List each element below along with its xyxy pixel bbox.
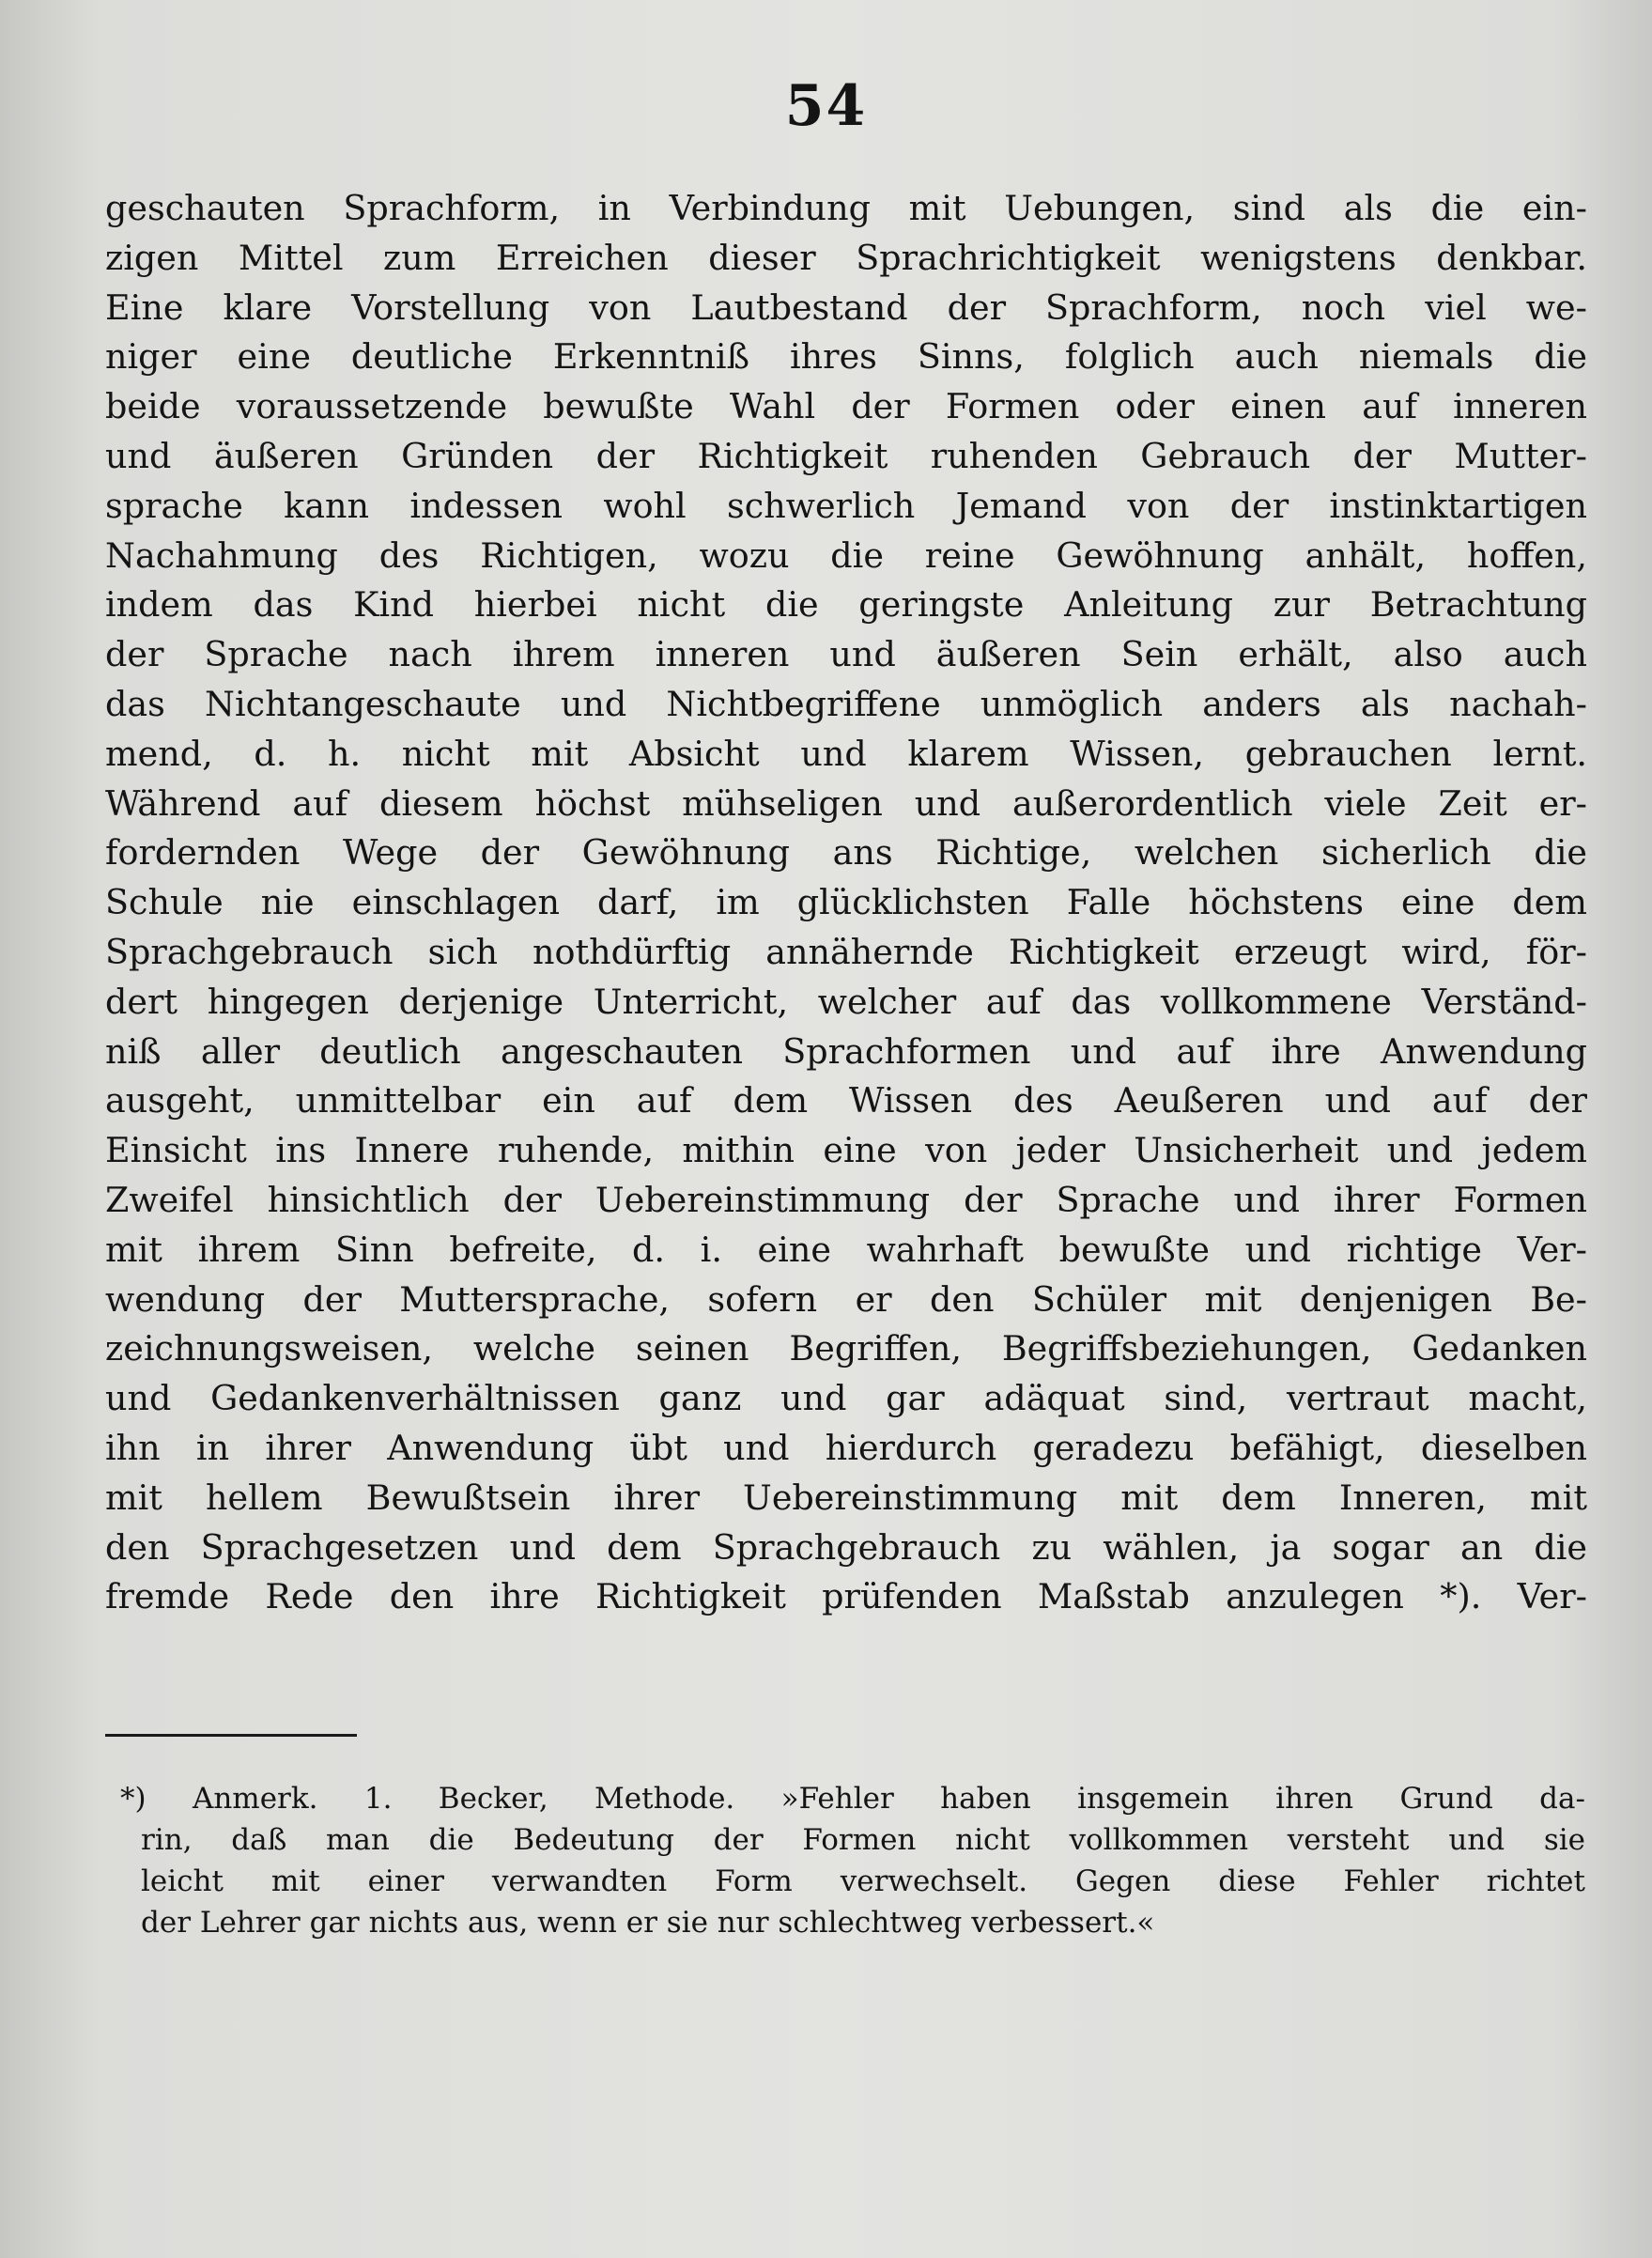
text-line: der Sprache nach ihrem inneren und äußeren Sein erhält, also auch (105, 634, 1587, 675)
footnote (120, 1778, 1585, 1943)
text-line: niß aller deutlich angeschauten Sprachformen und auf ihre Anwendung (105, 1030, 1587, 1072)
text-line: mend, d. h. nicht mit Absicht und klarem Wissen, gebrauchen lernt. (105, 733, 1587, 774)
text-line: fremde Rede den ihre Richtigkeit prüfenden Maßstab anzulegen *). Ver- (105, 1576, 1587, 1617)
text-line: geschauten Sprachform, in Verbindung mit Uebungen, sind als die ein- (105, 188, 1587, 228)
page-number: 54 (784, 73, 868, 139)
footnote-line: *) Anmerk. 1. Becker, Methode. »Fehler haben insgemein ihren Grund da- (120, 1782, 1585, 1816)
text-line: sprache kann indessen wohl schwerlich Jemand von der instinktartigen (105, 485, 1587, 526)
text-line: Während auf diesem höchst mühseligen und außerordentlich viele Zeit er- (105, 782, 1587, 824)
text-line: mit hellem Bewußtsein ihrer Uebereinstimmung mit dem Inneren, mit (105, 1477, 1587, 1518)
text-line: Schule nie einschlagen darf, im glücklichsten Falle höchstens eine dem (105, 882, 1587, 923)
text-line: zigen Mittel zum Erreichen dieser Sprachrichtigkeit wenigstens denkbar. (105, 237, 1587, 278)
text-line: beide voraussetzende bewußte Wahl der Formen oder einen auf inneren (105, 386, 1587, 427)
text-line: zeichnungsweisen, welche seinen Begriffen, Begriffsbeziehungen, Gedanken (105, 1328, 1587, 1369)
footnote-line: rin, daß man die Bedeutung der Formen nicht vollkommen versteht und sie (141, 1823, 1585, 1857)
text-line: fordernden Wege der Gewöhnung ans Richtige, welchen sicherlich die (105, 832, 1587, 874)
text-line: mit ihrem Sinn befreite, d. i. eine wahrhaft bewußte und richtige Ver- (105, 1229, 1587, 1270)
text-line: niger eine deutliche Erkenntniß ihres Sinns, folglich auch niemals die (105, 336, 1587, 378)
text-line: Zweifel hinsichtlich der Uebereinstimmung der Sprache und ihrer Formen (105, 1179, 1587, 1220)
footnote-divider (105, 1734, 357, 1737)
text-line: dert hingegen derjenige Unterricht, welcher auf das vollkommene Verständ- (105, 981, 1587, 1022)
text-line: den Sprachgesetzen und dem Sprachgebrauch zu wählen, ja sogar an die (105, 1526, 1587, 1568)
footnote-line: leicht mit einer verwandten Form verwechselt. Gegen diese Fehler richtet (141, 1864, 1585, 1898)
text-line: Einsicht ins Innere ruhende, mithin eine von jeder Unsicherheit und jedem (105, 1130, 1587, 1171)
body-text (105, 184, 1587, 1622)
text-line: ausgeht, unmittelbar ein auf dem Wissen des Aeußeren und auf der (105, 1080, 1587, 1121)
text-line: das Nichtangeschaute und Nichtbegriffene unmöglich anders als nachah- (105, 683, 1587, 724)
text-line: Nachahmung des Richtigen, wozu die reine Gewöhnung anhält, hoffen, (105, 534, 1587, 576)
text-line: wendung der Muttersprache, sofern er den Schüler mit denjenigen Be- (105, 1278, 1587, 1320)
footnote-line: der Lehrer gar nichts aus, wenn er sie nur schlechtweg verbessert.« (141, 1906, 1155, 1940)
text-line: Sprachgebrauch sich nothdürftig annähernde Richtigkeit erzeugt wird, för- (105, 931, 1587, 972)
text-line: ihn in ihrer Anwendung übt und hierdurch geradezu befähigt, dieselben (105, 1427, 1587, 1468)
text-line: indem das Kind hierbei nicht die geringste Anleitung zur Betrachtung (105, 584, 1587, 626)
text-line: Eine klare Vorstellung von Lautbestand der Sprachform, noch viel we- (105, 286, 1587, 328)
text-line: und äußeren Gründen der Richtigkeit ruhenden Gebrauch der Mutter- (105, 435, 1587, 476)
text-line: und Gedankenverhältnissen ganz und gar adäquat sind, vertraut macht, (105, 1378, 1587, 1419)
